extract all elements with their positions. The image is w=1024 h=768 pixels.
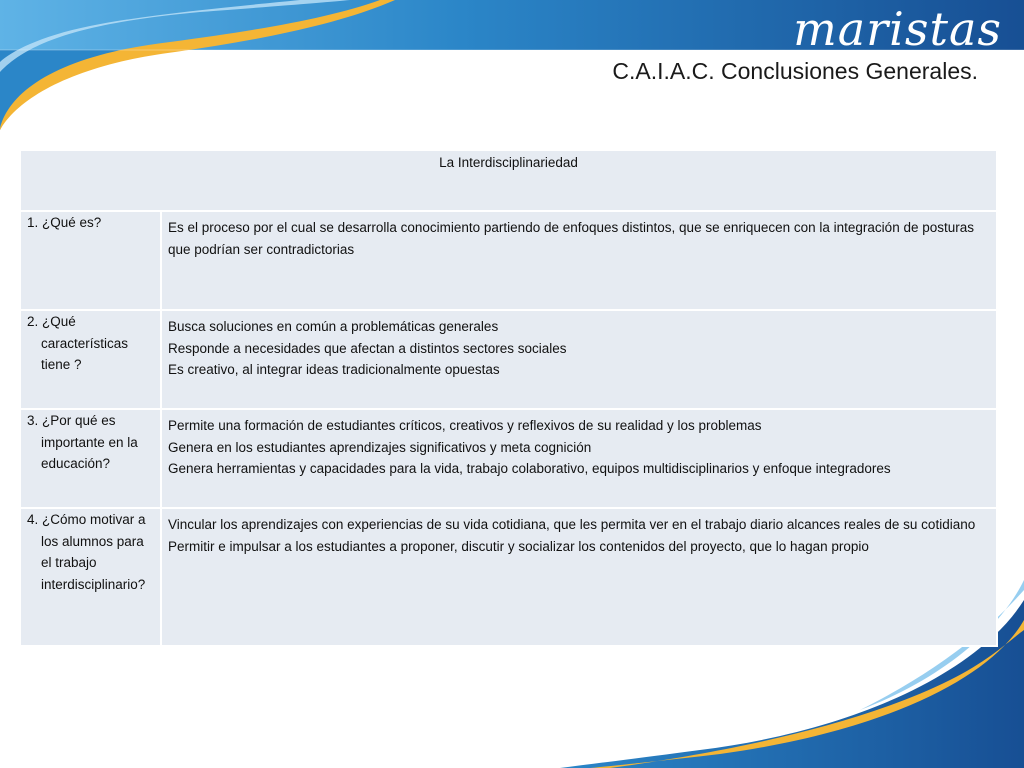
answer-cell xyxy=(162,212,996,309)
question-text: 1. ¿Qué es? xyxy=(27,215,102,230)
question-cell xyxy=(21,212,160,309)
table-row xyxy=(21,509,996,645)
table-row xyxy=(21,311,996,408)
answer-line: Genera herramientas y capacidades para la vida, trabajo colaborativo, equipos multidisciplinarios y enfoque integradores xyxy=(168,461,891,476)
answer-line: Genera en los estudiantes aprendizajes significativos y meta cognición xyxy=(168,439,592,455)
page-title: C.A.I.A.C. Conclusiones Generales. xyxy=(612,58,978,84)
question-cell xyxy=(21,410,160,507)
table-row xyxy=(21,410,996,507)
answer-line: Busca soluciones en común a problemáticas generales xyxy=(168,319,499,334)
answer-cell xyxy=(162,311,996,408)
table-heading: La Interdisciplinariedad xyxy=(21,151,996,210)
question-cell xyxy=(21,509,160,645)
question-text: 3. ¿Por qué es importante en la educación? xyxy=(27,413,138,471)
question-text: 4. ¿Cómo motivar a los alumnos para el trabajo interdisciplinario? xyxy=(27,512,146,592)
question-cell xyxy=(21,311,160,408)
answer-cell xyxy=(162,410,996,507)
table-row xyxy=(21,212,996,309)
answer-line: Es creativo, al integrar ideas tradicionalmente opuestas xyxy=(168,362,500,377)
answer-line: Es el proceso por el cual se desarrolla conocimiento partiendo de enfoques distintos, que se enriquecen con la integración de posturas que podrían ser contradictorias xyxy=(168,220,974,257)
question-text: 2. ¿Qué características tiene ? xyxy=(27,314,129,372)
interdisciplinarity-table xyxy=(19,149,998,647)
answer-cell xyxy=(162,509,996,645)
answer-line: Responde a necesidades que afectan a distintos sectores sociales xyxy=(168,340,567,356)
answer-line: Vincular los aprendizajes con experiencias de su vida cotidiana, que les permita ver en el trabajo diario alcances reales de su cotidiano xyxy=(168,517,976,532)
answer-line: Permite una formación de estudiantes críticos, creativos y reflexivos de su realidad y los problemas xyxy=(168,418,762,433)
answer-line: Permitir e impulsar a los estudiantes a proponer, discutir y socializar los contenidos del proyecto, que lo hagan propio xyxy=(168,538,869,554)
maristas-logo: maristas xyxy=(793,2,1002,56)
